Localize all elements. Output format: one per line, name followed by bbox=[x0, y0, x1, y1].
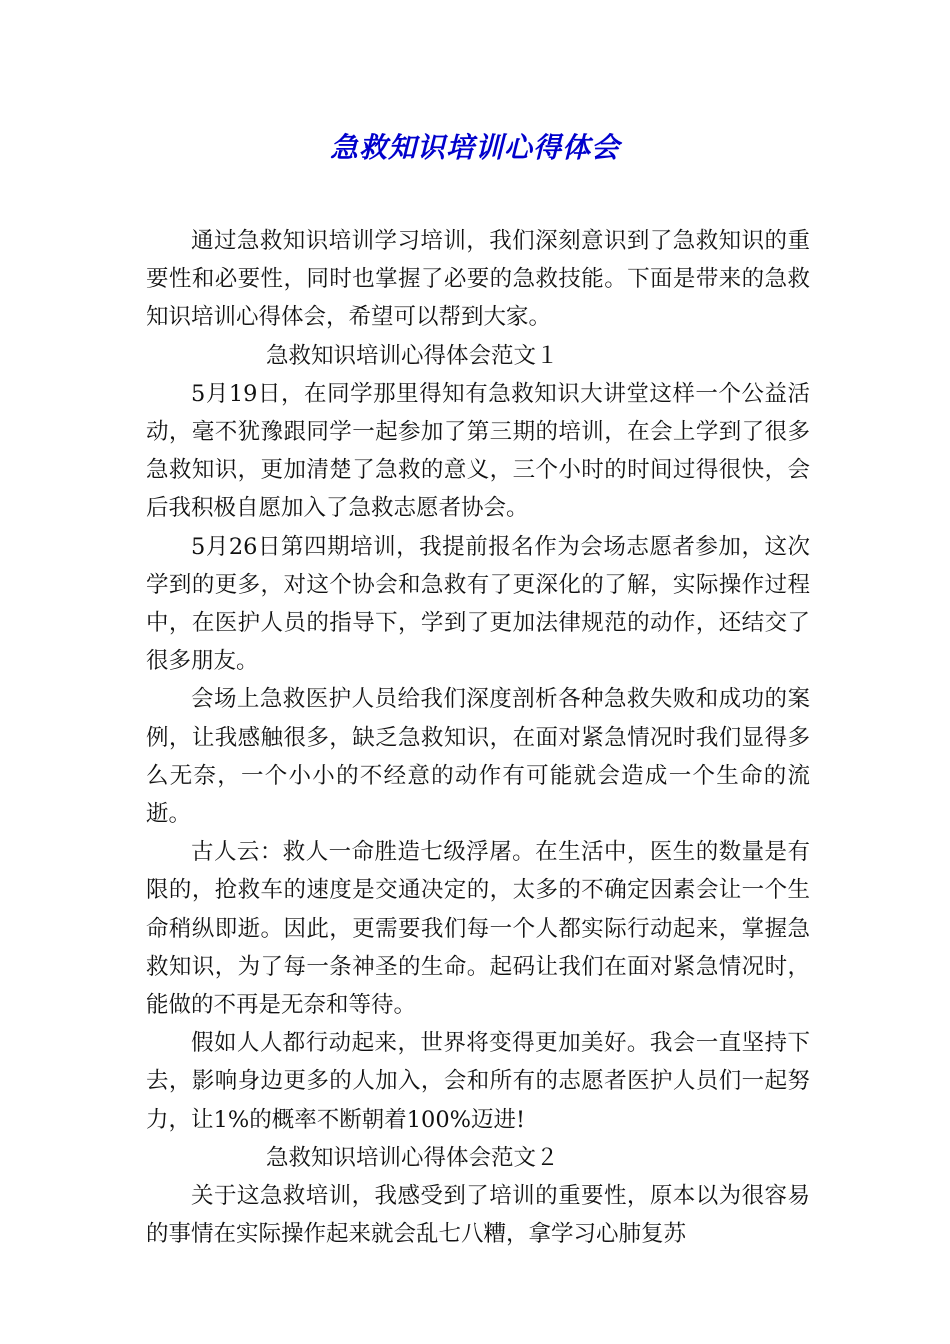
paragraph-may-19: 5月19日，在同学那里得知有急救知识大讲堂这样一个公益活动，毫不犹豫跟同学一起参加了第三期的培训，在会上学到了很多急救知识，更加清楚了急救的意义，三个小时的时间过得很快，会后我积极自愿加入了急救志愿者协会。 bbox=[146, 380, 810, 522]
paragraph-training-importance: 关于这急救培训，我感受到了培训的重要性，原本以为很容易的事情在实际操作起来就会乱七八糟，拿学习心肺复苏 bbox=[146, 1183, 810, 1248]
paragraph-ancient-saying: 古人云：救人一命胜造七级浮屠。在生活中，医生的数量是有限的，抢救车的速度是交通决定的，太多的不确定因素会让一个生命稍纵即逝。因此，更需要我们每一个人都实际行动起来，掌握急救知识，为了每一条神圣的生命。起码让我们在面对紧急情况时，能做的不再是无奈和等待。 bbox=[146, 839, 810, 1019]
paragraph-everyone-act: 假如人人都行动起来，世界将变得更加美好。我会一直坚持下去，影响身边更多的人加入，会和所有的志愿者医护人员们一起努力，让1%的概率不断朝着100%迈进! bbox=[146, 1030, 810, 1133]
section-heading-sample-1: 急救知识培训心得体会范文１ bbox=[266, 342, 559, 369]
paragraph-case-analysis: 会场上急救医护人员给我们深度剖析各种急救失败和成功的案例，让我感触很多，缺乏急救知识，在面对紧急情况时我们显得多么无奈，一个小小的不经意的动作有可能就会造成一个生命的流逝。 bbox=[146, 686, 810, 828]
section-heading-sample-2: 急救知识培训心得体会范文２ bbox=[266, 1144, 559, 1171]
intro-paragraph: 通过急救知识培训学习培训，我们深刻意识到了急救知识的重要性和必要性，同时也掌握了必要的急救技能。下面是带来的急救知识培训心得体会，希望可以帮到大家。 bbox=[146, 228, 810, 331]
paragraph-may-26: 5月26日第四期培训，我提前报名作为会场志愿者参加，这次学到的更多，对这个协会和急救有了更深化的了解，实际操作过程中，在医护人员的指导下，学到了更加法律规范的动作，还结交了很多朋友。 bbox=[146, 533, 810, 675]
document-body bbox=[146, 222, 810, 1253]
document-title: 急救知识培训心得体会 bbox=[329, 131, 620, 164]
